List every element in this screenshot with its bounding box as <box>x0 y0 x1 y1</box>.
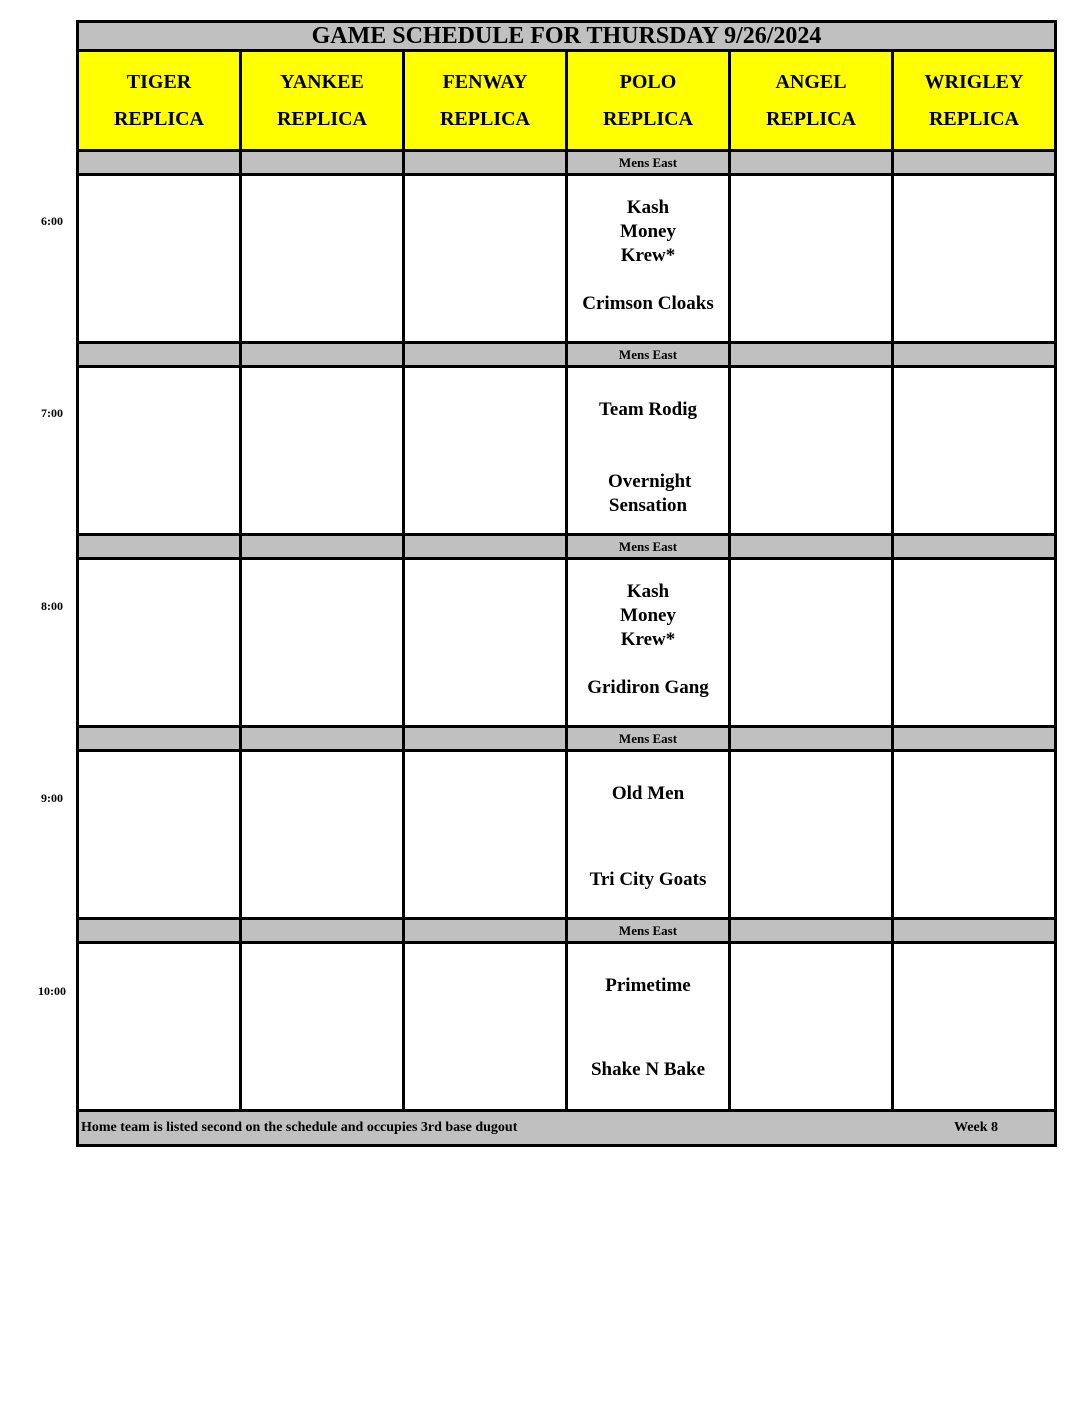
game-cell <box>405 560 568 725</box>
league-cell <box>731 536 894 557</box>
league-cell <box>894 536 1057 557</box>
game-cell <box>894 176 1057 341</box>
league-row <box>76 728 1057 752</box>
game-cell-polo <box>568 752 731 917</box>
game-cell <box>242 560 405 725</box>
game-row <box>76 752 1057 920</box>
game-cell <box>79 560 242 725</box>
field-type: REPLICA <box>439 107 530 130</box>
game-cell <box>242 944 405 1109</box>
away-team: Kash Money Krew* <box>620 581 676 650</box>
game-cell <box>79 944 242 1109</box>
game-cell <box>894 368 1057 533</box>
home-team: Shake N Bake <box>590 1059 706 1080</box>
schedule-sheet <box>76 20 1057 1147</box>
field-name: WRIGLEY <box>924 70 1024 93</box>
game-cell-polo <box>568 176 731 341</box>
game-cell-polo <box>568 944 731 1109</box>
field-name: YANKEE <box>280 70 364 93</box>
footer <box>76 1112 1057 1147</box>
game-cell <box>405 752 568 917</box>
league-label: Mens East <box>568 152 731 173</box>
time-label: 7:00 <box>41 406 63 420</box>
home-team: Crimson Cloaks <box>582 293 714 314</box>
game-cell <box>731 176 894 341</box>
league-cell <box>405 536 568 557</box>
league-label: Mens East <box>568 920 731 941</box>
game-cell <box>242 752 405 917</box>
game-cell <box>894 752 1057 917</box>
league-row <box>76 344 1057 368</box>
game-cell <box>894 944 1057 1109</box>
game-cell <box>405 368 568 533</box>
league-row <box>76 152 1057 176</box>
game-cell <box>894 560 1057 725</box>
game-cell <box>731 368 894 533</box>
footer-note: Home team is listed second on the schedule and occupies 3rd base dugout <box>81 1120 518 1135</box>
away-team: Old Men <box>611 783 685 804</box>
field-type: REPLICA <box>928 107 1019 130</box>
field-type: REPLICA <box>113 107 204 130</box>
league-cell <box>405 344 568 365</box>
league-cell <box>731 344 894 365</box>
field-header-fenway <box>405 52 568 149</box>
league-cell <box>894 728 1057 749</box>
field-type: REPLICA <box>276 107 367 130</box>
league-cell <box>242 728 405 749</box>
league-cell <box>405 920 568 941</box>
field-header-tiger <box>79 52 242 149</box>
league-cell <box>79 536 242 557</box>
game-cell <box>79 176 242 341</box>
time-label: 9:00 <box>41 791 63 805</box>
league-cell <box>731 920 894 941</box>
field-header-yankee <box>242 52 405 149</box>
time-label: 8:00 <box>41 599 63 613</box>
league-cell <box>731 728 894 749</box>
league-row <box>76 920 1057 944</box>
game-cell-polo <box>568 560 731 725</box>
home-team: Tri City Goats <box>589 869 707 890</box>
home-team: Overnight Sensation <box>608 471 692 516</box>
game-cell <box>731 944 894 1109</box>
league-cell <box>79 152 242 173</box>
league-cell <box>79 920 242 941</box>
home-team: Gridiron Gang <box>587 677 709 698</box>
time-label: 6:00 <box>41 214 63 228</box>
league-label: Mens East <box>568 536 731 557</box>
league-cell <box>79 344 242 365</box>
game-cell <box>242 368 405 533</box>
league-label: Mens East <box>568 728 731 749</box>
game-cell <box>731 752 894 917</box>
field-header-angel <box>731 52 894 149</box>
away-team: Team Rodig <box>598 399 697 420</box>
field-name: POLO <box>619 70 677 93</box>
game-cell <box>242 176 405 341</box>
game-cell <box>79 368 242 533</box>
away-team: Kash Money Krew* <box>620 197 676 266</box>
game-cell <box>731 560 894 725</box>
game-row <box>76 944 1057 1112</box>
league-row <box>76 536 1057 560</box>
league-cell <box>242 920 405 941</box>
league-label: Mens East <box>568 344 731 365</box>
field-name: ANGEL <box>775 70 847 93</box>
game-row <box>76 368 1057 536</box>
week-label: Week 8 <box>954 1120 998 1135</box>
game-cell-polo <box>568 368 731 533</box>
game-cell <box>405 176 568 341</box>
league-cell <box>894 152 1057 173</box>
league-cell <box>894 920 1057 941</box>
league-cell <box>242 152 405 173</box>
league-cell <box>79 728 242 749</box>
field-name: TIGER <box>126 70 192 93</box>
field-type: REPLICA <box>602 107 693 130</box>
league-cell <box>894 344 1057 365</box>
league-cell <box>242 344 405 365</box>
field-header-polo <box>568 52 731 149</box>
game-row <box>76 560 1057 728</box>
league-cell <box>242 536 405 557</box>
field-header-wrigley <box>894 52 1057 149</box>
field-type: REPLICA <box>765 107 856 130</box>
league-cell <box>731 152 894 173</box>
league-cell <box>405 152 568 173</box>
time-label: 10:00 <box>38 984 66 998</box>
field-header-row <box>76 52 1057 152</box>
game-cell <box>405 944 568 1109</box>
page-title: GAME SCHEDULE FOR THURSDAY 9/26/2024 <box>76 20 1057 52</box>
game-cell <box>79 752 242 917</box>
field-name: FENWAY <box>442 70 528 93</box>
game-row <box>76 176 1057 344</box>
league-cell <box>405 728 568 749</box>
away-team: Primetime <box>605 975 691 996</box>
